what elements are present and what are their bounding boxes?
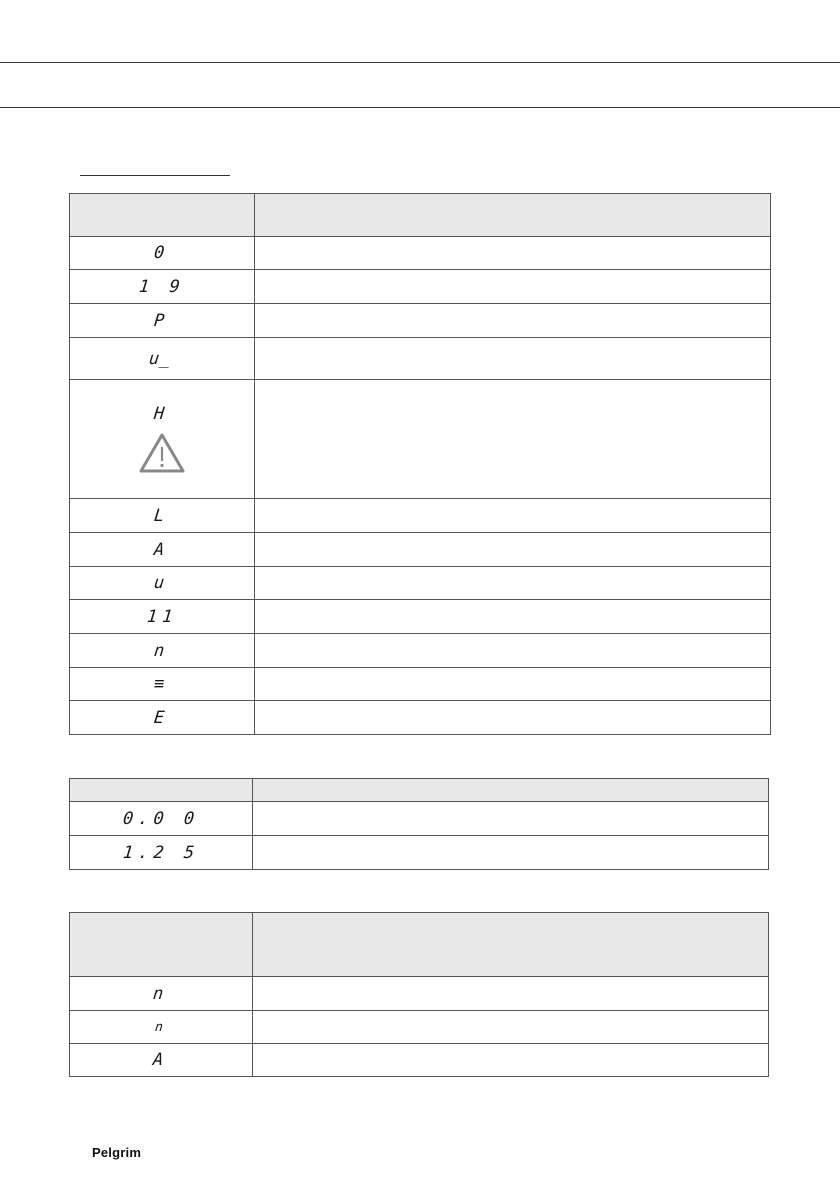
table-row xyxy=(70,499,771,533)
brand-logo: Pelgrim xyxy=(92,1145,142,1160)
description-cell xyxy=(253,1011,769,1044)
segment-symbol: 1 9 xyxy=(138,276,186,297)
segment-symbol: H xyxy=(153,404,171,424)
description-cell xyxy=(255,668,771,701)
header-cell-symbol xyxy=(70,194,255,237)
section-heading-underline xyxy=(80,175,230,176)
function-display-table xyxy=(69,912,769,1077)
top-rule xyxy=(0,62,840,63)
description-cell xyxy=(255,567,771,600)
segment-symbol: n xyxy=(152,983,170,1004)
description-cell xyxy=(255,270,771,304)
header-bottom-rule xyxy=(0,107,840,108)
table-header-row xyxy=(70,779,769,802)
table-row xyxy=(70,1011,769,1044)
segment-symbol: 0.0 0 xyxy=(121,808,201,829)
description-cell xyxy=(255,380,771,499)
description-cell xyxy=(253,836,769,870)
segment-symbol: L xyxy=(153,505,171,526)
table-row xyxy=(70,836,769,870)
table-row xyxy=(70,270,771,304)
segment-symbol: n xyxy=(153,1020,169,1035)
table-row xyxy=(70,380,771,499)
segment-symbol: E xyxy=(153,707,171,728)
description-cell xyxy=(255,600,771,634)
segment-symbol: u̲ xyxy=(148,348,176,369)
warning-triangle-icon xyxy=(138,432,186,474)
table-row xyxy=(70,237,771,270)
segment-symbol: 1.2 5 xyxy=(121,842,201,863)
table-row xyxy=(70,634,771,668)
table-row xyxy=(70,533,771,567)
segment-symbol: n xyxy=(153,640,171,661)
table-row xyxy=(70,977,769,1011)
segment-symbol: u xyxy=(153,573,171,593)
description-cell xyxy=(255,533,771,567)
description-cell xyxy=(255,304,771,338)
display-symbols-table xyxy=(69,193,771,735)
header-cell-symbol xyxy=(70,913,253,977)
description-cell xyxy=(255,634,771,668)
header-cell-symbol xyxy=(70,779,253,802)
header-cell-meaning xyxy=(255,194,771,237)
timer-display-table xyxy=(69,778,769,870)
description-cell xyxy=(255,701,771,735)
table-row xyxy=(70,668,771,701)
table-row xyxy=(70,802,769,836)
table-row xyxy=(70,1044,769,1077)
header-cell-meaning xyxy=(253,913,769,977)
table-row xyxy=(70,600,771,634)
segment-symbol: ≡ xyxy=(153,674,171,694)
table-row xyxy=(70,338,771,380)
table-header-row xyxy=(70,194,771,237)
segment-symbol: A xyxy=(152,1050,170,1070)
description-cell xyxy=(253,1044,769,1077)
segment-symbol: 0 xyxy=(153,243,171,263)
description-cell xyxy=(253,802,769,836)
table-header-row xyxy=(70,913,769,977)
description-cell xyxy=(255,499,771,533)
table-row xyxy=(70,304,771,338)
segment-symbol: P xyxy=(153,310,171,331)
header-cell-meaning xyxy=(253,779,769,802)
table-row xyxy=(70,701,771,735)
table-row xyxy=(70,567,771,600)
description-cell xyxy=(255,237,771,270)
segment-symbol: A xyxy=(153,539,171,560)
description-cell xyxy=(253,977,769,1011)
description-cell xyxy=(255,338,771,380)
segment-symbol: 11 xyxy=(145,606,179,627)
